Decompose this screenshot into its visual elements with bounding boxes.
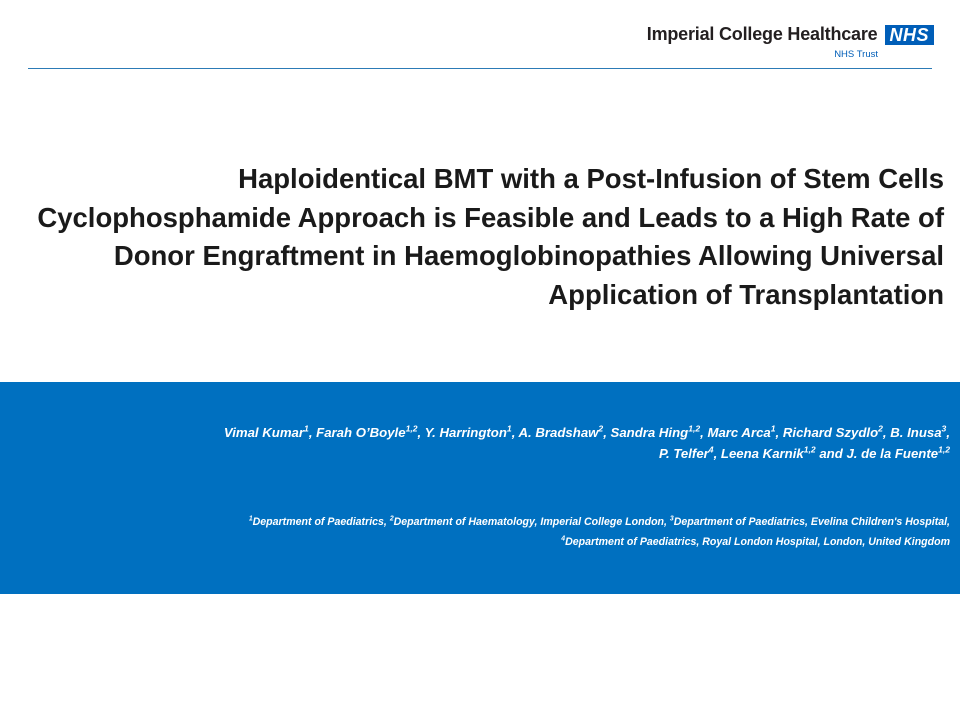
author-separator: , (775, 425, 783, 440)
hospital-logo (647, 24, 934, 60)
author-affil-sup: 1 (304, 423, 309, 434)
affiliation-text: Department of Paediatrics, Evelina Children's Hospital, (673, 516, 950, 528)
author-line (20, 422, 950, 443)
affil-sup: 2 (389, 515, 394, 523)
author-affil-sup: 1,2 (405, 423, 418, 434)
author-affil-sup: 1 (506, 423, 512, 434)
affil-sup: 4 (561, 535, 566, 543)
title-line: Application of Transplantation (548, 278, 944, 310)
affiliation-text: Department of Paediatrics, Royal London Hospital, London, United Kingdom (565, 536, 950, 548)
affil-sup: 1 (248, 515, 253, 523)
header-divider (28, 68, 932, 69)
affiliation-text: Department of Paediatrics, (252, 516, 390, 528)
author-affil-sup: 2 (878, 423, 883, 434)
author-name: P. Telfer (658, 446, 709, 461)
author-affil-sup: 1 (770, 423, 776, 434)
author-name: Sandra Hing (610, 425, 689, 440)
author-separator: , (700, 425, 708, 440)
author-list (20, 422, 950, 464)
logo-row (647, 24, 934, 45)
author-affil-sup: 4 (708, 444, 714, 455)
author-separator: , (511, 425, 519, 440)
author-separator: , (603, 425, 611, 440)
author-line (20, 443, 950, 464)
author-affil-sup: 1,2 (688, 423, 701, 434)
author-separator: , (946, 425, 950, 440)
affiliation-line (10, 512, 950, 532)
author-name: Vimal Kumar (223, 425, 305, 440)
author-name: J. de la Fuente (846, 446, 939, 461)
author-separator: , (308, 425, 317, 440)
title-line: Donor Engraftment in Haemoglobinopathies Allowing Universal (113, 240, 944, 271)
author-separator: , (417, 425, 425, 440)
author-separator: and (815, 446, 847, 461)
title-line: Haploidentical BMT with a Post-Infusion of Stem Cells (238, 163, 944, 194)
affiliation-line (10, 532, 950, 552)
affiliation-text: Department of Haematology, Imperial College London, (393, 516, 670, 528)
slide-title (20, 160, 944, 314)
affil-sup: 3 (669, 515, 674, 523)
author-name: Farah O’Boyle (316, 425, 406, 440)
author-affil-sup: 3 (941, 423, 947, 434)
author-name: Y. Harrington (424, 425, 507, 440)
author-band (0, 382, 960, 594)
author-separator: , (713, 446, 721, 461)
affiliation-list (10, 512, 950, 552)
title-line: Cyclophosphamide Approach is Feasible and Leads to a High Rate of (37, 201, 944, 233)
logo-org-name: Imperial College Healthcare (646, 24, 878, 44)
author-name: Marc Arca (707, 425, 771, 440)
author-separator: , (882, 425, 891, 440)
author-name: Richard Szydlo (782, 425, 879, 440)
nhs-badge: NHS (885, 25, 934, 45)
author-name: A. Bradshaw (518, 425, 599, 440)
author-name: Leena Karnik (720, 446, 804, 461)
logo-trust-label: NHS Trust (834, 49, 878, 60)
author-affil-sup: 2 (598, 423, 604, 434)
author-name: B. Inusa (890, 425, 942, 440)
author-affil-sup: 1,2 (803, 444, 816, 455)
author-affil-sup: 1,2 (938, 444, 950, 455)
